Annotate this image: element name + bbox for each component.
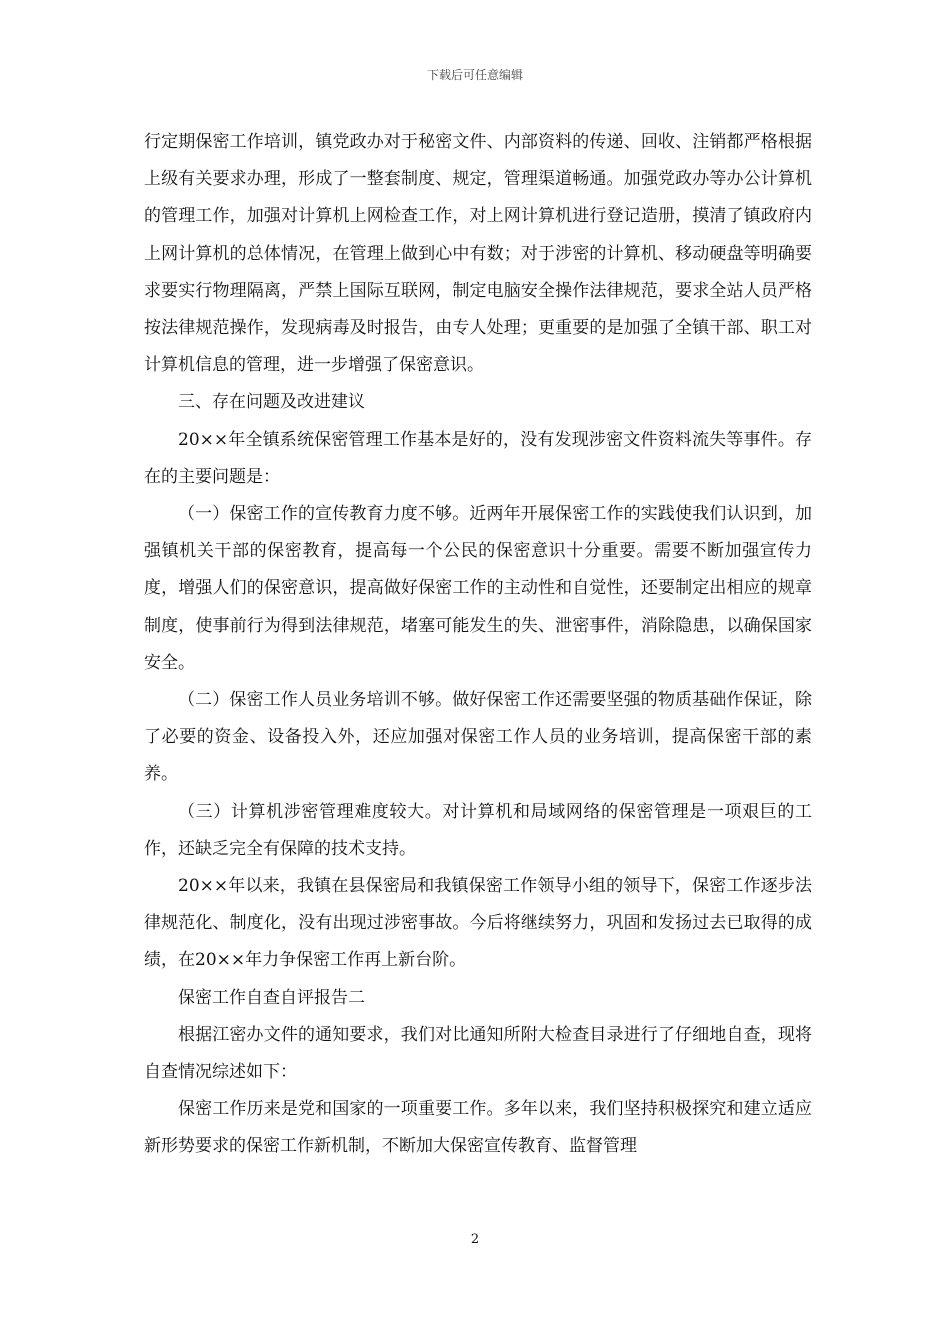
paragraph: 根据江密办文件的通知要求，我们对比通知所附大检查目录进行了仔细地自查，现将自查情况综述如下： <box>144 1024 812 1083</box>
document-body <box>144 124 812 1166</box>
paragraph: （一）保密工作的宣传教育力度不够。近两年开展保密工作的实践使我们认识到，加强镇机关干部的保密教育，提高每一个公民的保密意识十分重要。需要不断加强宣传力度，增强人们的保密意识，提高做好保密工作的主动性和自觉性，还要制定出相应的规章制度，使事前行为得到法律规范，堵塞可能发生的失、泄密事件，消除隐患，以确保国家安全。 <box>144 504 812 673</box>
paragraph-continuation: 行定期保密工作培训，镇党政办对于秘密文件、内部资料的传递、回收、注销都严格根据上级有关要求办理，形成了一整套制度、规定，管理渠道畅通。加强党政办等办公计算机的管理工作，加强对计算机上网检查工作，对上网计算机进行登记造册，摸清了镇政府内上网计算机的总体情况，在管理上做到心中有数；对于涉密的计算机、移动硬盘等明确要求要实行物理隔离，严禁上国际互联网，制定电脑安全操作法律规范，要求全站人员严格按法律规范操作，发现病毒及时报告，由专人处理；更重要的是加强了全镇干部、职工对计算机信息的管理，进一步增强了保密意识。 <box>144 132 812 376</box>
page-number: 2 <box>470 1232 480 1247</box>
paragraph: 20××年全镇系统保密管理工作基本是好的，没有发现涉密文件资料流失等事件。存在的主要问题是： <box>144 429 812 487</box>
paragraph: 20××年以来，我镇在县保密局和我镇保密工作领导小组的领导下，保密工作逐步法律规范化、制度化，没有出现过涉密事故。今后将继续努力，巩固和发扬过去已取得的成绩，在20××年力争保密工作再上新台阶。 <box>144 876 812 971</box>
section-heading-problems: 三、存在问题及改进建议 <box>178 392 365 413</box>
paragraph: （三）计算机涉密管理难度较大。对计算机和局域网络的保密管理是一项艰巨的工作，还缺乏完全有保障的技术支持。 <box>144 801 812 859</box>
paragraph: 保密工作历来是党和国家的一项重要工作。多年以来，我们坚持积极探究和建立适应新形势要求的保密工作新机制，不断加大保密宣传教育、监督管理 <box>144 1099 812 1157</box>
paragraph: （二）保密工作人员业务培训不够。做好保密工作还需要坚强的物质基础作保证，除了必要的资金、设备投入外，还应加强对保密工作人员的业务培训，提高保密干部的素养。 <box>144 690 812 785</box>
page-header: 下载后可任意编辑 <box>426 68 523 82</box>
report-title-two: 保密工作自查自评报告二 <box>178 987 365 1008</box>
